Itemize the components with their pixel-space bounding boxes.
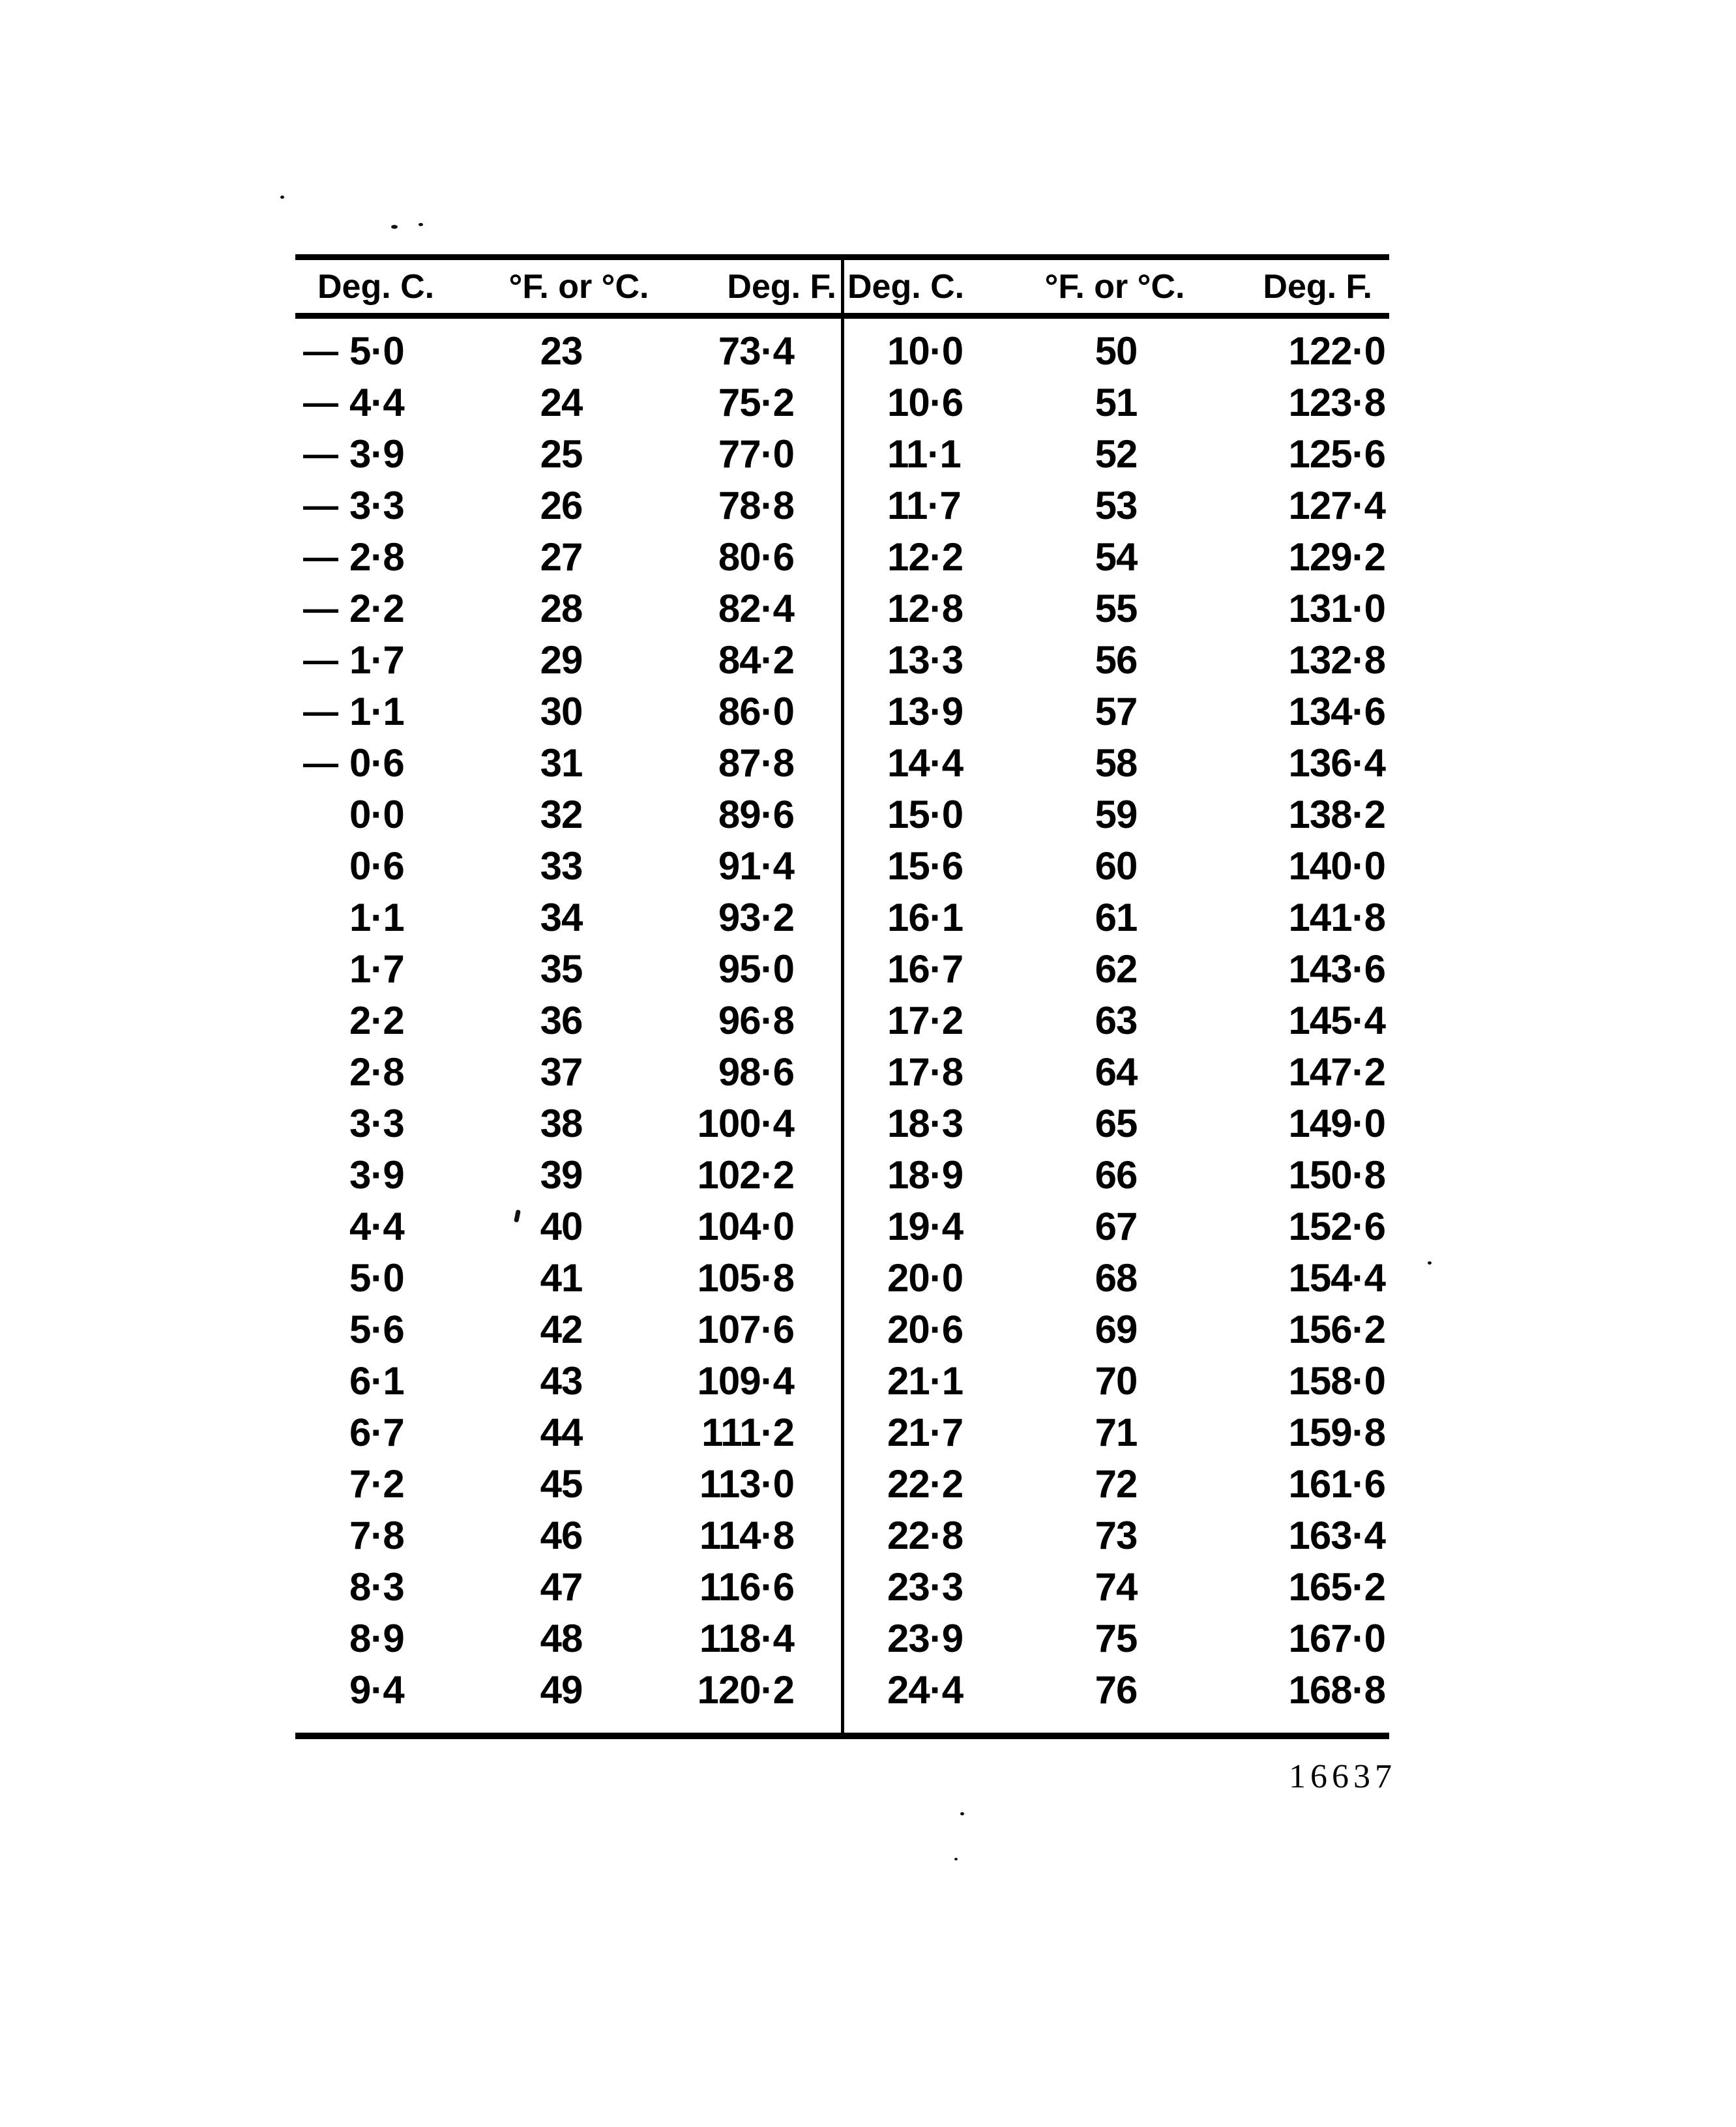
cell-f-or-c-left: 43 — [540, 1359, 583, 1403]
cell-deg-f-left: 111·2 — [701, 1411, 794, 1454]
cell-deg-f-left: 87·8 — [718, 741, 794, 785]
cell-value: 5·0 — [349, 1256, 404, 1300]
cell-value: 3·3 — [349, 1102, 404, 1145]
cell-f-or-c-left: 47 — [540, 1565, 583, 1609]
cell-deg-f-right: 156·2 — [1288, 1308, 1385, 1351]
cell-f-or-c-left: 37 — [540, 1050, 583, 1094]
cell-value: 8·9 — [349, 1617, 404, 1660]
cell-deg-c-left — [295, 741, 458, 785]
cell-deg-c-left — [295, 792, 458, 837]
cell-f-or-c-right: 74 — [1095, 1565, 1138, 1609]
cell-deg-f-right: 123·8 — [1288, 381, 1385, 424]
cell-value: 3·9 — [349, 1153, 404, 1197]
cell-deg-c-left — [295, 432, 458, 477]
scan-speck — [1428, 1261, 1432, 1265]
cell-deg-f-right: 168·8 — [1288, 1668, 1385, 1712]
cell-value: 0·0 — [349, 793, 404, 836]
cell-f-or-c-left: 48 — [540, 1617, 583, 1660]
cell-deg-c-right: 18·3 — [887, 1102, 964, 1145]
cell-value: 5·0 — [349, 329, 404, 373]
cell-f-or-c-right: 50 — [1095, 329, 1138, 373]
cell-f-or-c-right: 72 — [1095, 1462, 1138, 1506]
cell-f-or-c-right: 54 — [1095, 535, 1138, 579]
cell-deg-c-right: 18·9 — [887, 1153, 964, 1197]
cell-deg-c-right: 11·1 — [887, 432, 961, 476]
cell-f-or-c-left: 28 — [540, 587, 583, 630]
scan-speck — [960, 1812, 964, 1815]
cell-f-or-c-left: 44 — [540, 1411, 583, 1454]
cell-deg-f-left: 86·0 — [718, 690, 794, 733]
cell-f-or-c-right: 63 — [1095, 999, 1138, 1042]
scan-speck — [280, 196, 284, 199]
cell-f-or-c-right: 61 — [1095, 896, 1138, 939]
minus-sign: — — [303, 486, 338, 525]
cell-value: 3·9 — [349, 432, 404, 476]
cell-f-or-c-left: 45 — [540, 1462, 583, 1506]
cell-f-or-c-left: 31 — [540, 741, 583, 785]
cell-deg-c-left — [295, 1461, 458, 1506]
cell-deg-f-right: 158·0 — [1288, 1359, 1385, 1403]
cell-f-or-c-right: 57 — [1095, 690, 1138, 733]
cell-f-or-c-left: 29 — [540, 638, 583, 682]
minus-sign: — — [303, 743, 338, 783]
cell-f-or-c-right: 55 — [1095, 587, 1138, 630]
cell-f-or-c-left: 42 — [540, 1308, 583, 1351]
cell-deg-f-right: 159·8 — [1288, 1411, 1385, 1454]
cell-value: 2·8 — [349, 1050, 404, 1094]
cell-f-or-c-left: 41 — [540, 1256, 583, 1300]
cell-deg-f-right: 136·4 — [1288, 741, 1385, 785]
cell-value: 5·6 — [349, 1308, 404, 1351]
minus-sign: — — [303, 383, 338, 422]
cell-deg-f-left: 93·2 — [718, 896, 794, 939]
cell-deg-c-left — [295, 1358, 458, 1403]
cell-f-or-c-left: 36 — [540, 999, 583, 1042]
cell-f-or-c-right: 69 — [1095, 1308, 1138, 1351]
cell-value: 2·2 — [349, 587, 404, 630]
cell-f-or-c-right: 76 — [1095, 1668, 1138, 1712]
cell-value: 2·2 — [349, 999, 404, 1042]
cell-deg-c-left — [295, 895, 458, 940]
cell-value: 1·1 — [349, 690, 404, 733]
cell-f-or-c-right: 65 — [1095, 1102, 1138, 1145]
cell-deg-f-left: 77·0 — [718, 432, 794, 476]
cell-deg-f-left: 89·6 — [718, 793, 794, 836]
cell-deg-f-left: 91·4 — [718, 844, 794, 888]
cell-value: 8·3 — [349, 1565, 404, 1609]
cell-value: 7·2 — [349, 1462, 404, 1506]
cell-deg-c-right: 23·9 — [887, 1617, 964, 1660]
cell-deg-f-right: 140·0 — [1288, 844, 1385, 888]
cell-deg-f-right: 152·6 — [1288, 1205, 1385, 1248]
cell-f-or-c-left: 32 — [540, 793, 583, 836]
cell-deg-c-left — [295, 1667, 458, 1712]
cell-deg-f-left: 102·2 — [697, 1153, 794, 1197]
cell-deg-c-left — [295, 1255, 458, 1300]
cell-value: 7·8 — [349, 1514, 404, 1557]
cell-f-or-c-left: 33 — [540, 844, 583, 888]
cell-deg-c-left — [295, 843, 458, 888]
cell-f-or-c-left: 46 — [540, 1514, 583, 1557]
cell-f-or-c-left: 25 — [540, 432, 583, 476]
cell-deg-c-left — [295, 946, 458, 991]
cell-deg-f-right: 141·8 — [1288, 896, 1385, 939]
cell-f-or-c-right: 71 — [1095, 1411, 1138, 1454]
cell-deg-f-left: 80·6 — [718, 535, 794, 579]
cell-deg-c-right: 21·7 — [887, 1411, 964, 1454]
cell-deg-c-right: 16·1 — [887, 896, 964, 939]
cell-deg-f-right: 145·4 — [1288, 999, 1385, 1042]
header-deg-c-left: Deg. C. — [317, 267, 435, 306]
cell-deg-f-right: 131·0 — [1288, 587, 1385, 630]
cell-deg-c-left — [295, 1049, 458, 1094]
cell-deg-f-left: 113·0 — [699, 1462, 794, 1506]
cell-deg-c-left — [295, 998, 458, 1043]
cell-deg-f-right: 163·4 — [1288, 1514, 1385, 1557]
cell-deg-f-left: 107·6 — [697, 1308, 794, 1351]
cell-deg-f-right: 129·2 — [1288, 535, 1385, 579]
cell-value: 0·6 — [349, 741, 404, 785]
cell-deg-f-right: 161·6 — [1288, 1462, 1385, 1506]
cell-deg-c-right: 24·4 — [887, 1668, 964, 1712]
cell-deg-c-right: 17·8 — [887, 1050, 964, 1094]
cell-deg-f-left: 118·4 — [699, 1617, 794, 1660]
cell-f-or-c-right: 51 — [1095, 381, 1138, 424]
cell-deg-f-right: 122·0 — [1288, 329, 1385, 373]
header-f-or-c-left: °F. or °C. — [508, 267, 649, 306]
cell-deg-c-left — [295, 638, 458, 682]
cell-f-or-c-right: 60 — [1095, 844, 1138, 888]
cell-f-or-c-right: 53 — [1095, 484, 1138, 527]
cell-deg-f-right: 134·6 — [1288, 690, 1385, 733]
cell-deg-c-right: 23·3 — [887, 1565, 964, 1609]
cell-deg-c-left — [295, 1410, 458, 1455]
cell-value: 0·6 — [349, 844, 404, 888]
cell-deg-c-left — [295, 689, 458, 734]
cell-deg-f-right: 165·2 — [1288, 1565, 1385, 1609]
cell-f-or-c-right: 73 — [1095, 1514, 1138, 1557]
cell-deg-c-right: 13·3 — [887, 638, 964, 682]
cell-deg-f-right: 127·4 — [1288, 484, 1385, 527]
cell-f-or-c-left: 30 — [540, 690, 583, 733]
cell-f-or-c-right: 66 — [1095, 1153, 1138, 1197]
minus-sign: — — [303, 692, 338, 731]
cell-deg-c-right: 10·6 — [887, 381, 964, 424]
cell-deg-c-left — [295, 586, 458, 631]
cell-deg-c-right: 16·7 — [887, 947, 964, 991]
cell-f-or-c-right: 56 — [1095, 638, 1138, 682]
cell-deg-c-left — [295, 329, 458, 374]
cell-deg-c-right: 12·2 — [887, 535, 964, 579]
cell-deg-f-right: 167·0 — [1288, 1617, 1385, 1660]
cell-f-or-c-left: 34 — [540, 896, 583, 939]
cell-value: 6·1 — [349, 1359, 404, 1403]
cell-deg-c-right: 10·0 — [887, 329, 964, 373]
cell-deg-c-right: 13·9 — [887, 690, 964, 733]
cell-f-or-c-left: 38 — [540, 1102, 583, 1145]
cell-f-or-c-left: 35 — [540, 947, 583, 991]
cell-f-or-c-right: 64 — [1095, 1050, 1138, 1094]
cell-deg-c-left — [295, 1564, 458, 1609]
cell-f-or-c-right: 70 — [1095, 1359, 1138, 1403]
cell-deg-f-left: 98·6 — [718, 1050, 794, 1094]
cell-deg-f-left: 105·8 — [697, 1256, 794, 1300]
cell-deg-f-left: 109·4 — [697, 1359, 794, 1403]
cell-deg-c-left — [295, 1616, 458, 1661]
cell-value: 1·7 — [349, 947, 404, 991]
cell-deg-c-right: 14·4 — [887, 741, 964, 785]
scan-speck — [419, 223, 423, 226]
cell-deg-f-left: 78·8 — [718, 484, 794, 527]
cell-deg-f-right: 150·8 — [1288, 1153, 1385, 1197]
column-group-divider — [841, 254, 844, 1739]
cell-deg-c-right: 17·2 — [887, 999, 964, 1042]
cell-deg-f-left: 96·8 — [718, 999, 794, 1042]
minus-sign: — — [303, 589, 338, 628]
cell-deg-c-left — [295, 1204, 458, 1249]
cell-deg-f-right: 147·2 — [1288, 1050, 1385, 1094]
cell-deg-f-left: 82·4 — [718, 587, 794, 630]
minus-sign: — — [303, 640, 338, 680]
cell-f-or-c-left: 26 — [540, 484, 583, 527]
header-deg-f-right: Deg. F. — [1263, 267, 1372, 306]
cell-deg-c-right: 11·7 — [887, 484, 961, 527]
cell-value: 3·3 — [349, 484, 404, 527]
cell-deg-c-left — [295, 483, 458, 528]
cell-value: 1·1 — [349, 896, 404, 939]
minus-sign: — — [303, 331, 338, 371]
cell-deg-f-right: 125·6 — [1288, 432, 1385, 476]
cell-deg-f-right: 149·0 — [1288, 1102, 1385, 1145]
cell-deg-c-left — [295, 535, 458, 579]
cell-value: 2·8 — [349, 535, 404, 579]
header-deg-c-right: Deg. C. — [847, 267, 965, 306]
cell-f-or-c-right: 58 — [1095, 741, 1138, 785]
cell-deg-c-left — [295, 1152, 458, 1197]
cell-deg-c-right: 20·0 — [887, 1256, 964, 1300]
cell-deg-c-left — [295, 1307, 458, 1352]
cell-f-or-c-left: 24 — [540, 381, 583, 424]
cell-deg-f-left: 95·0 — [718, 947, 794, 991]
scan-speck — [391, 225, 398, 229]
minus-sign: — — [303, 537, 338, 577]
cell-deg-c-right: 22·8 — [887, 1514, 964, 1557]
cell-deg-f-right: 143·6 — [1288, 947, 1385, 991]
cell-deg-f-left: 116·6 — [699, 1565, 794, 1609]
cell-f-or-c-right: 68 — [1095, 1256, 1138, 1300]
cell-deg-c-right: 19·4 — [887, 1205, 964, 1248]
cell-f-or-c-right: 52 — [1095, 432, 1138, 476]
cell-f-or-c-left: 40 — [540, 1205, 583, 1248]
cell-deg-f-left: 73·4 — [718, 329, 794, 373]
cell-deg-c-right: 22·2 — [887, 1462, 964, 1506]
cell-deg-f-left: 75·2 — [718, 381, 794, 424]
cell-deg-f-left: 100·4 — [697, 1102, 794, 1145]
cell-deg-f-left: 104·0 — [697, 1205, 794, 1248]
cell-deg-c-right: 15·0 — [887, 793, 964, 836]
minus-sign: — — [303, 434, 338, 474]
cell-deg-c-left — [295, 1513, 458, 1558]
cell-value: 4·4 — [349, 381, 404, 424]
plate-number: 16637 — [1289, 1758, 1396, 1795]
cell-deg-c-right: 12·8 — [887, 587, 964, 630]
cell-value: 9·4 — [349, 1668, 404, 1712]
conversion-table — [295, 254, 1389, 1739]
cell-deg-c-left — [295, 1101, 458, 1146]
cell-value: 4·4 — [349, 1205, 404, 1248]
cell-deg-f-left: 84·2 — [718, 638, 794, 682]
cell-f-or-c-left: 39 — [540, 1153, 583, 1197]
cell-value: 6·7 — [349, 1411, 404, 1454]
cell-f-or-c-right: 67 — [1095, 1205, 1138, 1248]
cell-f-or-c-left: 49 — [540, 1668, 583, 1712]
cell-deg-c-left — [295, 380, 458, 425]
cell-deg-f-right: 138·2 — [1288, 793, 1385, 836]
cell-deg-f-left: 114·8 — [699, 1514, 794, 1557]
cell-f-or-c-right: 62 — [1095, 947, 1138, 991]
cell-f-or-c-right: 59 — [1095, 793, 1138, 836]
header-deg-f-left: Deg. F. — [727, 267, 836, 306]
cell-deg-f-right: 132·8 — [1288, 638, 1385, 682]
cell-deg-c-right: 21·1 — [887, 1359, 964, 1403]
cell-deg-f-left: 120·2 — [697, 1668, 794, 1712]
cell-value: 1·7 — [349, 638, 404, 682]
header-f-or-c-right: °F. or °C. — [1044, 267, 1185, 306]
cell-f-or-c-right: 75 — [1095, 1617, 1138, 1660]
cell-deg-f-right: 154·4 — [1288, 1256, 1385, 1300]
cell-deg-c-right: 20·6 — [887, 1308, 964, 1351]
cell-f-or-c-left: 23 — [540, 329, 583, 373]
scan-speck — [954, 1858, 958, 1860]
cell-deg-c-right: 15·6 — [887, 844, 964, 888]
cell-f-or-c-left: 27 — [540, 535, 583, 579]
